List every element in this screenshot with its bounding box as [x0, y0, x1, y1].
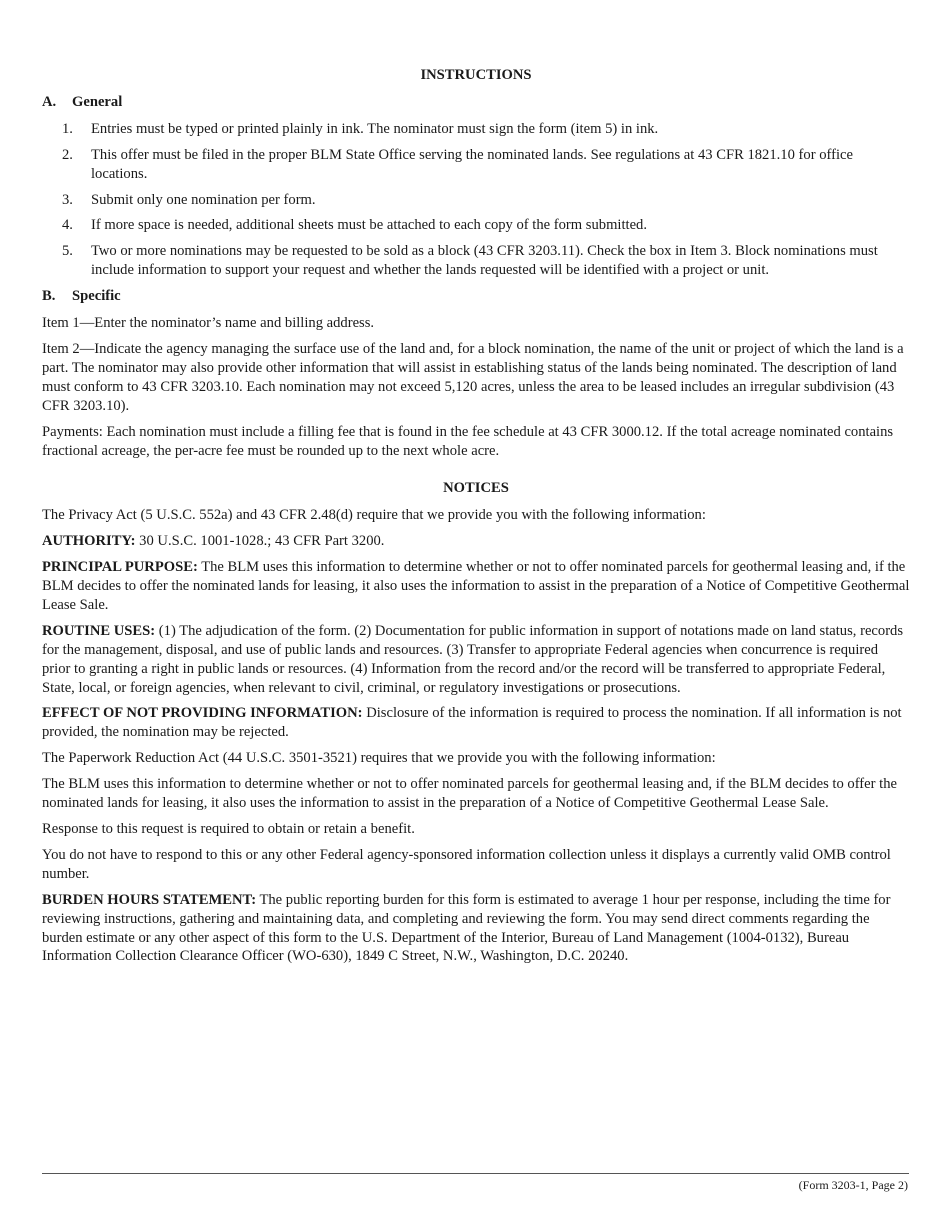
item-2-instruction: Item 2—Indicate the agency managing the surface use of the land and, for a block nomination, the name of the unit or project of which the land is a part. The nominator may also provide other information that will assist in establishing status of the lands being nominated. The description of land must conform to 43 CFR 3203.10. Each nomination may not exceed 5,120 acres, unless the area to be leased includes an irregular subdivision (43 CFR 3203.10).: [42, 340, 904, 414]
effect-label: EFFECT OF NOT PROVIDING INFORMATION:: [42, 705, 363, 722]
principal-purpose-text: The BLM uses this information to determine whether or not to offer nominated parcels for geothermal leasing and, if the BLM decides to offer the nominated lands for leasing, it also uses the information to assist in the preparation of a Notice of Competitive Geothermal Lease Sale.: [42, 559, 910, 613]
document-body: [42, 66, 910, 973]
section-b-title: [42, 287, 910, 306]
section-a-letter: A.: [42, 93, 57, 110]
list-item: [42, 242, 910, 280]
list-item-text: If more space is needed, additional sheets must be attached to each copy of the form submitted.: [91, 217, 648, 234]
principal-purpose-notice: [42, 558, 910, 615]
list-item-number: 2.: [62, 146, 73, 163]
list-item: [42, 146, 910, 184]
list-item-text: Two or more nominations may be requested to be sold as a block (43 CFR 3203.11). Check the box in Item 3. Block nominations must include information to support your request and whether the lands requested will be identified with a project or unit.: [91, 243, 878, 279]
instructions-heading: INSTRUCTIONS: [420, 67, 532, 83]
list-item-text: Submit only one nomination per form.: [91, 191, 316, 208]
routine-uses-notice: [42, 622, 910, 698]
list-item-number: 3.: [62, 191, 73, 208]
general-instructions-list: [42, 120, 910, 280]
omb-control-notice: You do not have to respond to this or any other Federal agency-sponsored information collection unless it displays a currently valid OMB control number.: [42, 846, 891, 882]
list-item: [42, 216, 910, 235]
payments-instruction: Payments: Each nomination must include a filling fee that is found in the fee schedule at 43 CFR 3000.12. If the total acreage nominated contains fractional acreage, the per-acre fee must be rounded up to the next whole acre.: [42, 423, 894, 459]
burden-hours-notice: [42, 891, 910, 967]
list-item: [42, 120, 910, 139]
list-item-text: This offer must be filed in the proper BLM State Office serving the nominated lands. See regulations at 43 CFR 1821.10 for office locations.: [91, 146, 853, 182]
list-item-number: 4.: [62, 217, 73, 234]
effect-notice: [42, 704, 910, 742]
form-page-label: (Form 3203-1, Page 2): [798, 1178, 908, 1192]
section-b-label: Specific: [72, 288, 121, 305]
response-required-statement: Response to this request is required to obtain or retain a benefit.: [42, 821, 415, 837]
authority-label: AUTHORITY:: [42, 533, 136, 550]
burden-label: BURDEN HOURS STATEMENT:: [42, 891, 257, 908]
footer-divider: [42, 1173, 909, 1174]
authority-notice: [42, 532, 910, 551]
effect-text: Disclosure of the information is required to process the nomination. If all information is not provided, the nomination may be rejected.: [42, 705, 902, 741]
list-item: [42, 191, 910, 210]
section-b-letter: B.: [42, 288, 56, 305]
principal-purpose-label: PRINCIPAL PURPOSE:: [42, 559, 198, 576]
list-item-number: 1.: [62, 120, 73, 137]
paperwork-act-intro: The Paperwork Reduction Act (44 U.S.C. 3501-3521) requires that we provide you with the following information:: [42, 750, 716, 767]
routine-uses-label: ROUTINE USES:: [42, 622, 156, 639]
routine-uses-text: (1) The adjudication of the form. (2) Documentation for public information in support of notations made on land status, records for the management, disposal, and use of public lands and resources. (3) Transfer to appropriate Federal agencies when concurrence is required prior to granting a right in public lands or resources. (4) Information from the record and/or the record will be transferred to appropriate Federal, State, local, or foreign agencies, when relevant to civil, criminal, or regulatory investigations or prosecutions.: [42, 622, 904, 696]
section-a-title: [42, 93, 910, 112]
list-item-number: 5.: [62, 243, 73, 260]
list-item-text: Entries must be typed or printed plainly in ink. The nominator must sign the form (item 5) in ink.: [91, 120, 659, 137]
notices-heading: NOTICES: [443, 480, 509, 497]
authority-text: 30 U.S.C. 1001-1028.; 43 CFR Part 3200.: [135, 533, 385, 550]
privacy-act-intro: The Privacy Act (5 U.S.C. 552a) and 43 CFR 2.48(d) require that we provide you with the following information:: [42, 507, 706, 524]
burden-text: The public reporting burden for this form is estimated to average 1 hour per response, including the time for reviewing instructions, gathering and maintaining data, and completing and reviewing the form. You may send direct comments regarding the burden estimate or any other aspect of this form to the U.S. Department of the Interior, Bureau of Land Management (1004-0132), Bureau Information Collection Clearance Officer (WO-630), 1849 C Street, N.W., Washington, D.C. 20240.: [42, 891, 891, 965]
paperwork-use-statement: The BLM uses this information to determine whether or not to offer nominated parcels for geothermal leasing and, if the BLM decides to offer the nominated lands for leasing, it also uses the information to assist in the preparation of a Notice of Competitive Geothermal Lease Sale.: [42, 776, 897, 812]
section-a-label: General: [72, 93, 123, 110]
item-1-instruction: Item 1—Enter the nominator’s name and billing address.: [42, 315, 375, 332]
